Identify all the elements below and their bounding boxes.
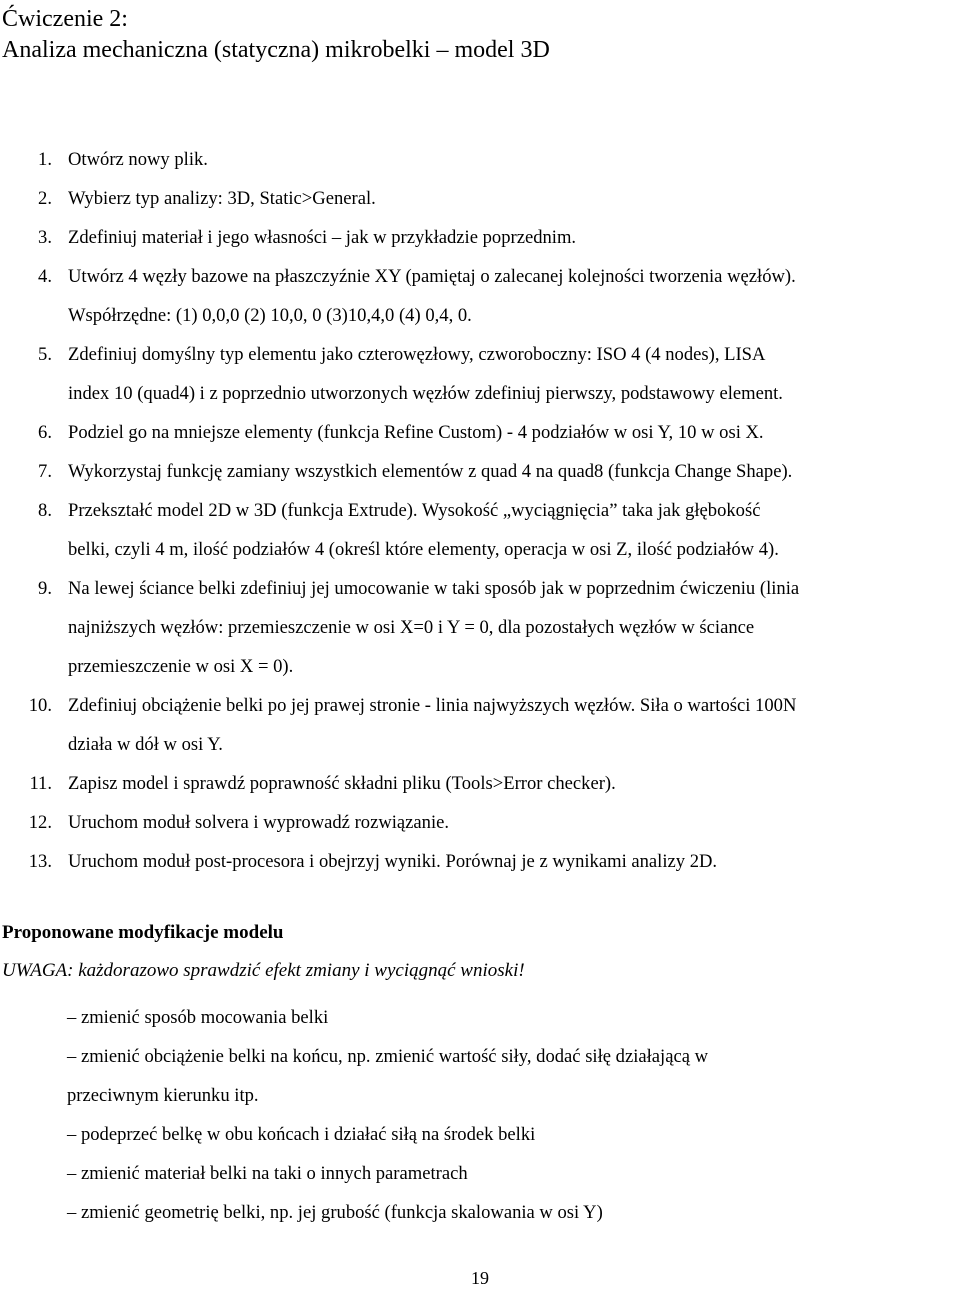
list-item bbox=[0, 335, 960, 413]
list-item bbox=[0, 686, 960, 764]
list-item bbox=[0, 803, 960, 842]
modification-item bbox=[67, 1115, 708, 1154]
modification-text: – zmienić geometrię belki, np. jej grubość (funkcja skalowania w osi Y) bbox=[67, 1202, 603, 1223]
list-item-number: 12. bbox=[28, 812, 52, 833]
title-line-1: Ćwiczenie 2: bbox=[2, 6, 128, 32]
list-item-number: 13. bbox=[28, 851, 52, 872]
list-item-number: 4. bbox=[38, 266, 52, 287]
list-item-text: Uruchom moduł solvera i wyprowadź rozwiązanie. bbox=[68, 812, 450, 833]
list-item-text: Wybierz typ analizy: 3D, Static>General. bbox=[68, 188, 376, 209]
modifications-heading: Proponowane modyfikacje modelu bbox=[2, 922, 284, 943]
list-item-number: 8. bbox=[38, 500, 52, 521]
list-item-text: index 10 (quad4) i z poprzednio utworzonych węzłów zdefiniuj pierwszy, podstawowy element. bbox=[68, 383, 783, 404]
list-item-text: Współrzędne: (1) 0,0,0 (2) 10,0, 0 (3)10,4,0 (4) 0,4, 0. bbox=[68, 305, 472, 326]
modification-item bbox=[67, 1193, 708, 1232]
list-item-text: przemieszczenie w osi X = 0). bbox=[68, 656, 294, 677]
modification-text: – zmienić obciążenie belki na końcu, np. zmienić wartość siły, dodać siłę działającą w bbox=[67, 1046, 709, 1067]
modification-text: – zmienić materiał belki na taki o innych parametrach bbox=[67, 1163, 468, 1184]
list-item-text: najniższych węzłów: przemieszczenie w osi X=0 i Y = 0, dla pozostałych węzłów w ściance bbox=[68, 617, 755, 638]
list-item-number: 11. bbox=[29, 773, 52, 794]
steps-list bbox=[0, 140, 960, 881]
list-item-text: Podziel go na mniejsze elementy (funkcja Refine Custom) - 4 podziałów w osi Y, 10 w osi X. bbox=[68, 422, 764, 443]
list-item-text: belki, czyli 4 m, ilość podziałów 4 (określ które elementy, operacja w osi Z, ilość podziałów 4). bbox=[68, 539, 779, 560]
title-line-2: Analiza mechaniczna (statyczna) mikrobelki – model 3D bbox=[2, 37, 550, 63]
list-item bbox=[0, 491, 960, 569]
list-item-number: 1. bbox=[38, 149, 52, 170]
list-item-number: 9. bbox=[38, 578, 52, 599]
list-item bbox=[0, 413, 960, 452]
modification-item bbox=[67, 1037, 708, 1115]
list-item-number: 2. bbox=[38, 188, 52, 209]
list-item bbox=[0, 842, 960, 881]
modification-text: – zmienić sposób mocowania belki bbox=[67, 1007, 329, 1028]
list-item bbox=[0, 257, 960, 335]
list-item-text: Zdefiniuj materiał i jego własności – jak w przykładzie poprzednim. bbox=[68, 227, 577, 248]
warning-note: UWAGA: każdorazowo sprawdzić efekt zmiany i wyciągnąć wnioski! bbox=[2, 960, 525, 981]
list-item-number: 5. bbox=[38, 344, 52, 365]
list-item bbox=[0, 569, 960, 686]
list-item-text: Wykorzystaj funkcję zamiany wszystkich elementów z quad 4 na quad8 (funkcja Change Shape). bbox=[68, 461, 793, 482]
list-item-text: Uruchom moduł post-procesora i obejrzyj wyniki. Porównaj je z wynikami analizy 2D. bbox=[68, 851, 718, 872]
list-item bbox=[0, 764, 960, 803]
list-item-text: Zdefiniuj domyślny typ elementu jako czterowęzłowy, czworoboczny: ISO 4 (4 nodes), LISA bbox=[68, 344, 766, 365]
list-item-number: 6. bbox=[38, 422, 52, 443]
modifications-list bbox=[67, 998, 708, 1232]
list-item-number: 10. bbox=[28, 695, 52, 716]
list-item-text: Zapisz model i sprawdź poprawność składni pliku (Tools>Error checker). bbox=[68, 773, 616, 794]
list-item-text: Utwórz 4 węzły bazowe na płaszczyźnie XY (pamiętaj o zalecanej kolejności tworzenia węzłów). bbox=[68, 266, 796, 287]
list-item bbox=[0, 179, 960, 218]
modification-text: – podeprzeć belkę w obu końcach i działać siłą na środek belki bbox=[67, 1124, 536, 1145]
list-item-text: Przekształć model 2D w 3D (funkcja Extrude). Wysokość „wyciągnięcia” taka jak głębokość bbox=[68, 500, 761, 521]
list-item-text: Na lewej ściance belki zdefiniuj jej umocowanie w taki sposób jak w poprzednim ćwiczeniu (linia bbox=[68, 578, 800, 599]
list-item-text: Zdefiniuj obciążenie belki po jej prawej stronie - linia najwyższych węzłów. Siła o wartości 100N bbox=[68, 695, 797, 716]
modification-item bbox=[67, 1154, 708, 1193]
list-item-number: 7. bbox=[38, 461, 52, 482]
list-item-text: Otwórz nowy plik. bbox=[68, 149, 208, 170]
list-item-number: 3. bbox=[38, 227, 52, 248]
modification-text: przeciwnym kierunku itp. bbox=[67, 1085, 259, 1106]
list-item bbox=[0, 140, 960, 179]
page-number: 19 bbox=[471, 1268, 489, 1288]
page-title bbox=[2, 4, 550, 66]
list-item bbox=[0, 452, 960, 491]
list-item-text: działa w dół w osi Y. bbox=[68, 734, 223, 755]
modification-item bbox=[67, 998, 708, 1037]
list-item bbox=[0, 218, 960, 257]
